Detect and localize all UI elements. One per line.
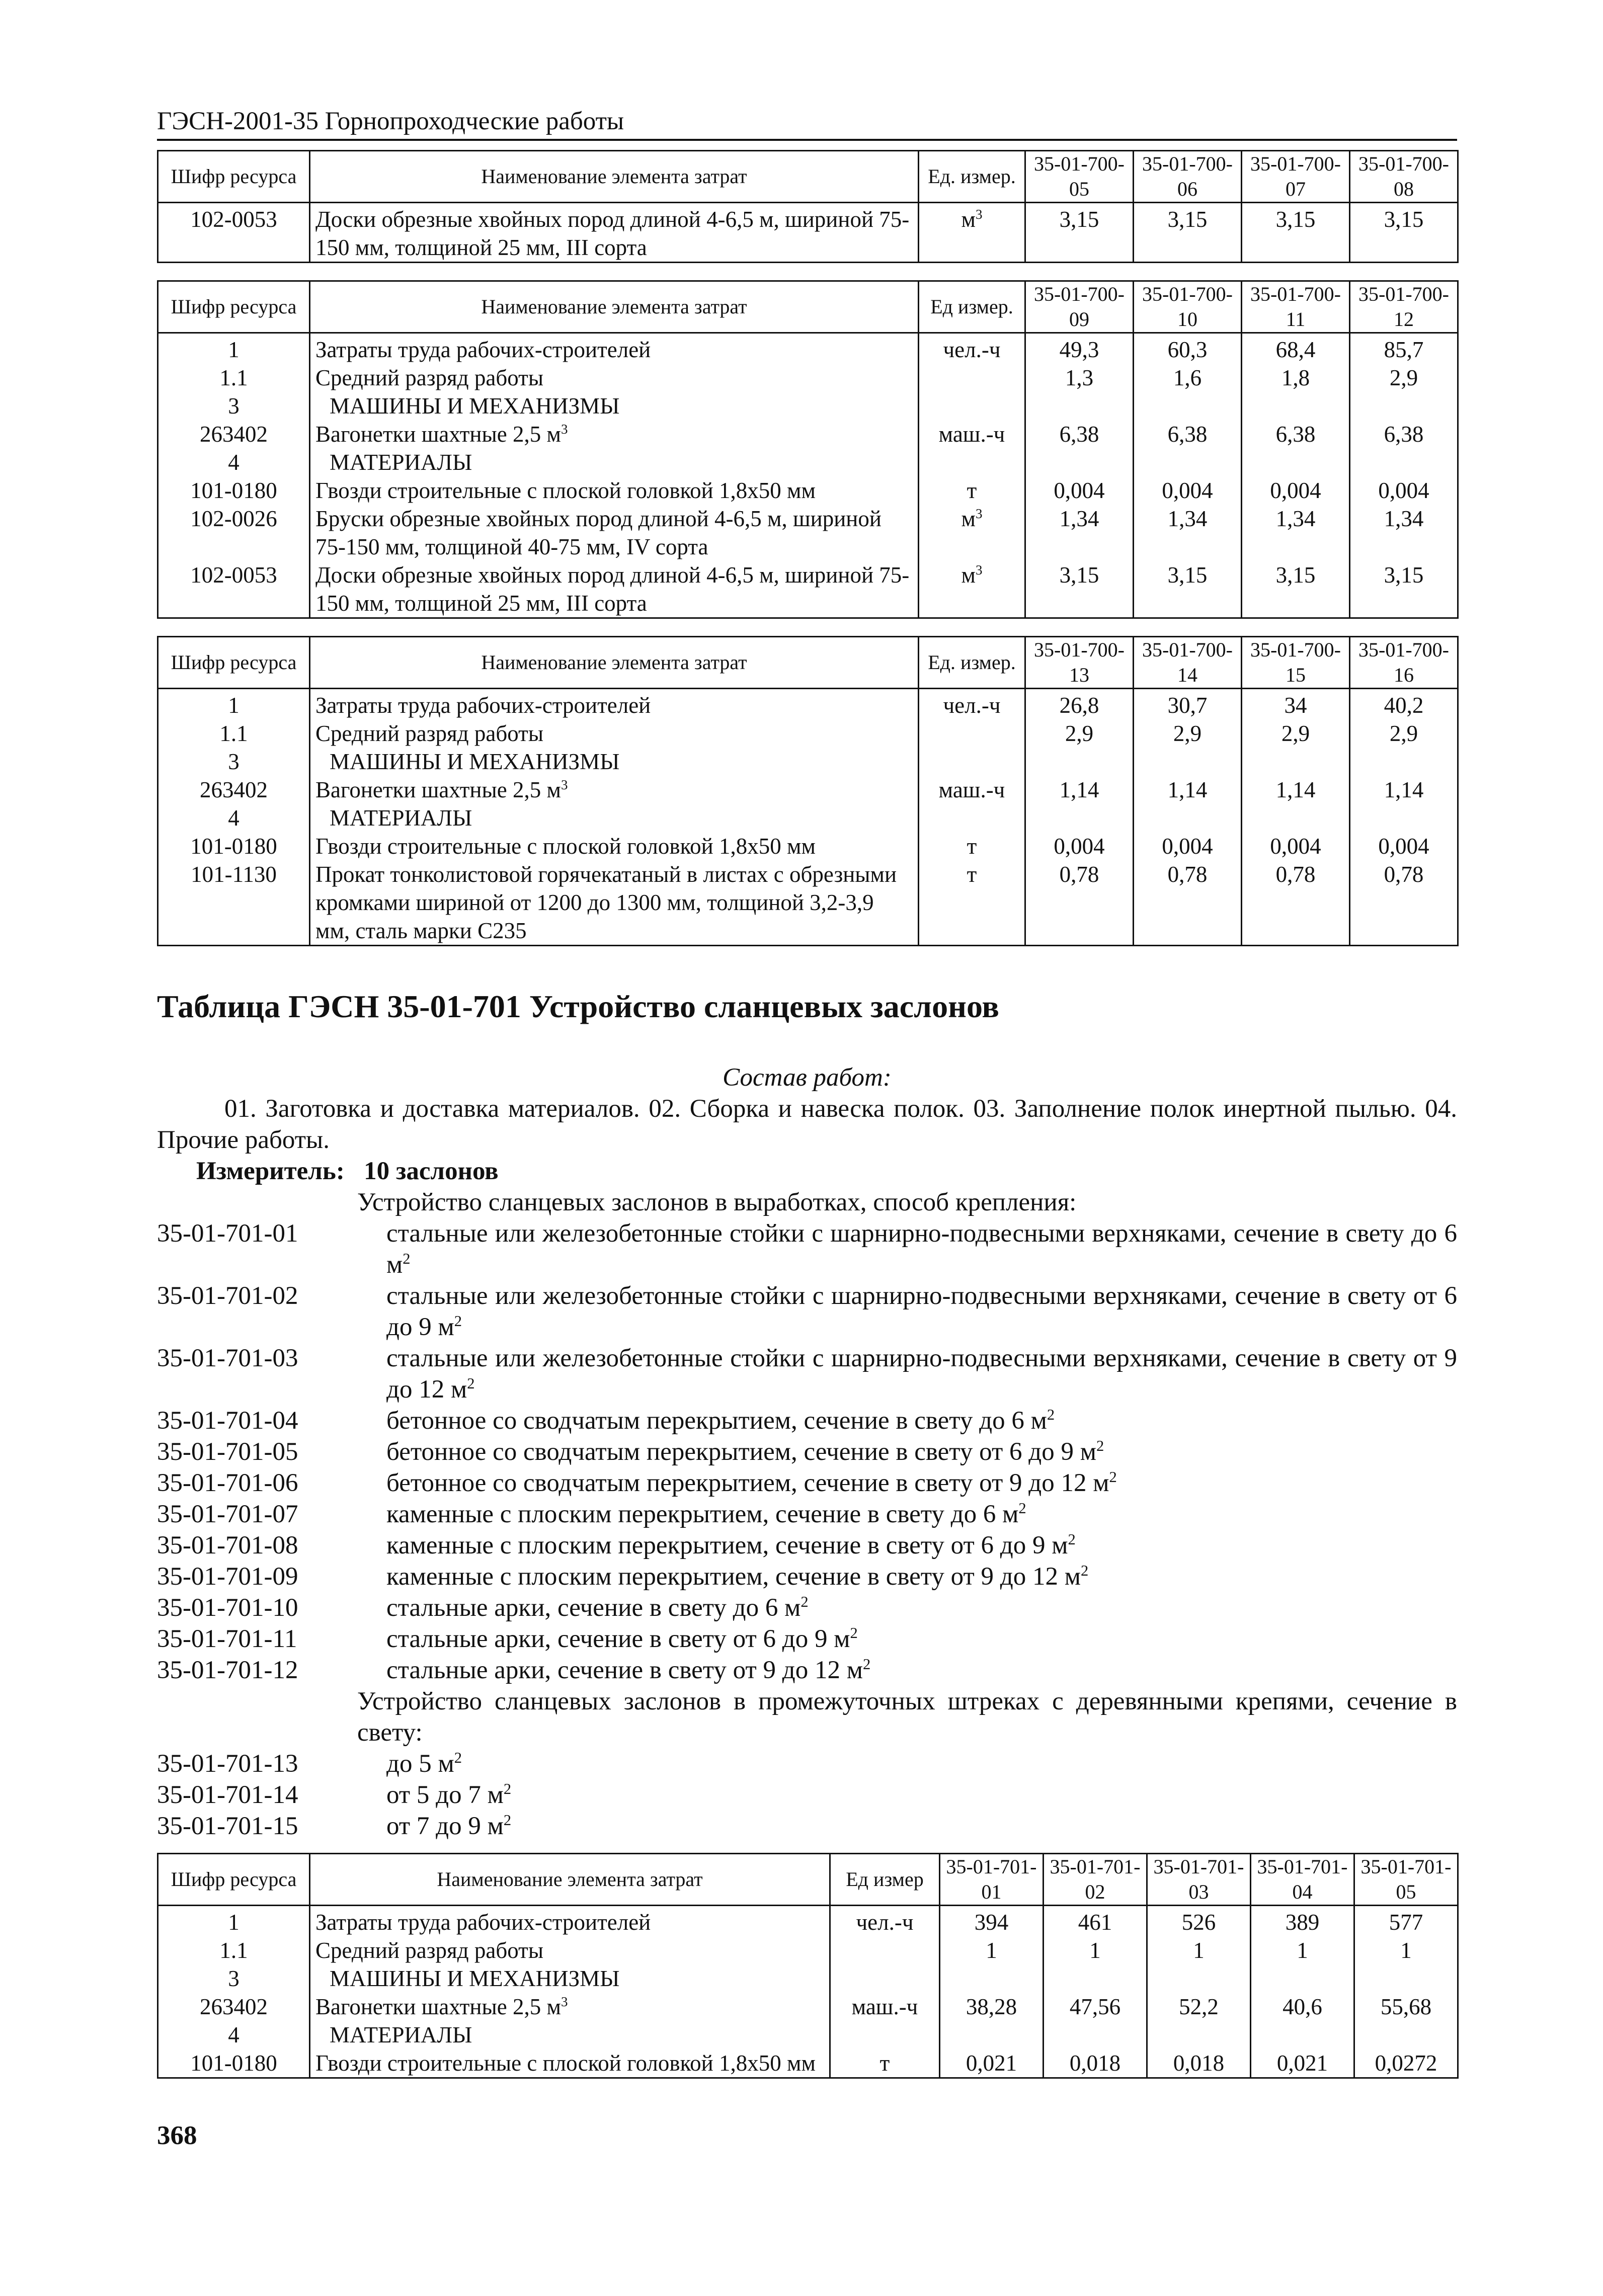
row-unit: чел.-ч [919, 333, 1025, 364]
table-row [158, 392, 1458, 420]
header-col: 35-01-700-14 [1134, 637, 1242, 689]
work-item-code: 35-01-701-07 [157, 1500, 298, 1528]
row-code: 1.1 [158, 1936, 310, 1964]
work-items-intro: Устройство сланцевых заслонов в выработках, способ крепления: [357, 1188, 1077, 1216]
row-name: Вагонетки шахтные 2,5 $м^3$ [310, 776, 919, 804]
header-col: 35-01-700-06 [1134, 151, 1242, 203]
row-code: 102-0053 [158, 203, 310, 263]
resource-table-1 [157, 150, 1459, 263]
row-value: 3,15 [1242, 203, 1350, 263]
row-value: 1,6 [1134, 364, 1242, 392]
row-code: 3 [158, 748, 310, 776]
row-code: 3 [158, 392, 310, 420]
work-item [157, 1343, 1457, 1405]
row-value: 0,78 [1025, 860, 1134, 946]
row-unit [919, 748, 1025, 776]
row-value: 40,6 [1251, 1993, 1354, 2021]
work-item [157, 1467, 1457, 1499]
row-name: МАШИНЫ И МЕХАНИЗМЫ [310, 392, 919, 420]
row-value: 461 [1044, 1906, 1147, 1937]
work-item-desc: каменные с плоским перекрытием, сечение в свету до 6 $м^2$ [386, 1500, 1026, 1528]
row-value: 0,004 [1134, 832, 1242, 860]
header-name: Наименование элемента затрат [310, 281, 919, 333]
row-code: 101-0180 [158, 832, 310, 860]
header-code: Шифр ресурса [158, 151, 310, 203]
header-name: Наименование элемента затрат [310, 637, 919, 689]
row-value: 26,8 [1025, 689, 1134, 720]
row-unit: т [919, 832, 1025, 860]
row-code: 102-0053 [158, 561, 310, 618]
row-value: 3,15 [1025, 561, 1134, 618]
row-value: 3,15 [1350, 561, 1458, 618]
row-name: МАШИНЫ И МЕХАНИЗМЫ [310, 1964, 830, 1993]
row-code: 101-0180 [158, 476, 310, 505]
table-row [158, 748, 1458, 776]
work-item [157, 1592, 1457, 1623]
row-value [1354, 1964, 1458, 1993]
row-value: 47,56 [1044, 1993, 1147, 2021]
row-value [1147, 1964, 1251, 1993]
work-item-code: 35-01-701-03 [157, 1344, 298, 1372]
work-item [157, 1218, 1457, 1280]
row-value [1350, 748, 1458, 776]
row-value [1242, 392, 1350, 420]
row-value: 3,15 [1134, 203, 1242, 263]
row-value [1242, 448, 1350, 476]
work-item [157, 1280, 1457, 1343]
row-unit [830, 1936, 940, 1964]
header-col: 35-01-700-08 [1350, 151, 1458, 203]
header-col: 35-01-701-02 [1044, 1854, 1147, 1906]
row-value: 0,021 [1251, 2049, 1354, 2078]
row-value: 0,004 [1025, 832, 1134, 860]
row-name: МАТЕРИАЛЫ [310, 2021, 830, 2049]
row-value: 2,9 [1350, 364, 1458, 392]
row-unit: $м^3$ [919, 505, 1025, 561]
row-value: 1 [1147, 1936, 1251, 1964]
row-name: Прокат тонколистовой горячекатаный в листах с обрезными кромками шириной от 1200 до 1300 мм, толщиной 3,2-3,9 мм, сталь марки С235 [310, 860, 919, 946]
row-code: 4 [158, 804, 310, 832]
table-row [158, 333, 1458, 364]
row-value [1242, 748, 1350, 776]
row-value [1025, 392, 1134, 420]
row-value: 68,4 [1242, 333, 1350, 364]
work-item [157, 1748, 1457, 1779]
row-value [1350, 804, 1458, 832]
work-item-desc: каменные с плоским перекрытием, сечение в свету от 6 до 9 $м^2$ [386, 1531, 1076, 1560]
row-unit [919, 804, 1025, 832]
row-value [1025, 448, 1134, 476]
table-row [158, 505, 1458, 561]
row-unit: маш.-ч [830, 1993, 940, 2021]
row-unit [919, 448, 1025, 476]
header-col: 35-01-701-01 [940, 1854, 1044, 1906]
measure-value: 10 заслонов [364, 1157, 499, 1185]
row-name: МАШИНЫ И МЕХАНИЗМЫ [310, 748, 919, 776]
work-item-desc: стальные или железобетонные стойки с шарнирно-подвесными верхняками, сечение в свету от 9 до 12 $м^2$ [386, 1344, 1457, 1404]
table-row [158, 2049, 1458, 2078]
section-title: Таблица ГЭСН 35-01-701 Устройство сланцевых заслонов [157, 989, 999, 1024]
table-row [158, 364, 1458, 392]
row-value: 0,78 [1350, 860, 1458, 946]
page-number: 368 [157, 2121, 197, 2150]
row-code: 4 [158, 2021, 310, 2049]
work-item-code: 35-01-701-09 [157, 1563, 298, 1591]
row-value: 394 [940, 1906, 1044, 1937]
resource-table-2 [157, 280, 1459, 619]
work-item-desc: стальные или железобетонные стойки с шарнирно-подвесными верхняками, сечение в свету до 6 $м^2$ [386, 1219, 1457, 1279]
row-value [1025, 804, 1134, 832]
work-item-desc: стальные арки, сечение в свету от 6 до 9 $м^2$ [386, 1624, 858, 1653]
header-code: Шифр ресурса [158, 1854, 310, 1906]
work-item-code: 35-01-701-14 [157, 1781, 298, 1809]
row-code: 1.1 [158, 364, 310, 392]
row-value: 52,2 [1147, 1993, 1251, 2021]
row-code: 263402 [158, 420, 310, 448]
row-code: 1.1 [158, 719, 310, 748]
row-value: 85,7 [1350, 333, 1458, 364]
header-col: 35-01-700-15 [1242, 637, 1350, 689]
row-value [940, 1964, 1044, 1993]
header-unit: Ед измер [830, 1854, 940, 1906]
work-item-desc: стальные арки, сечение в свету до 6 $м^2$ [386, 1593, 809, 1622]
row-value: 1,3 [1025, 364, 1134, 392]
work-item-desc: стальные арки, сечение в свету от 9 до 12 $м^2$ [386, 1656, 871, 1684]
header-unit: Ед измер. [919, 281, 1025, 333]
row-unit [830, 2021, 940, 2049]
work-item-desc: от 7 до 9 $м^2$ [386, 1812, 512, 1840]
header-col: 35-01-700-12 [1350, 281, 1458, 333]
row-value: 38,28 [940, 1993, 1044, 2021]
row-value: 0,018 [1147, 2049, 1251, 2078]
row-unit: маш.-ч [919, 420, 1025, 448]
work-items-intro-2: Устройство сланцевых заслонов в промежуточных штреках с деревянными крепями, сечение в свету: [357, 1687, 1457, 1747]
row-value: 2,9 [1025, 719, 1134, 748]
header-name: Наименование элемента затрат [310, 151, 919, 203]
row-name: МАТЕРИАЛЫ [310, 448, 919, 476]
row-value: 1,14 [1242, 776, 1350, 804]
row-unit [830, 1964, 940, 1993]
table-row [158, 804, 1458, 832]
header-col: 35-01-700-11 [1242, 281, 1350, 333]
row-value: 0,78 [1134, 860, 1242, 946]
row-name: Вагонетки шахтные 2,5 $м^3$ [310, 1993, 830, 2021]
work-item-desc: стальные или железобетонные стойки с шарнирно-подвесными верхняками, сечение в свету от 6 до 9 $м^2$ [386, 1282, 1457, 1341]
row-name: Гвозди строительные с плоской головкой 1,8х50 мм [310, 476, 919, 505]
work-item [157, 1623, 1457, 1655]
row-value: 1 [940, 1936, 1044, 1964]
table-row [158, 2021, 1458, 2049]
row-value: 3,15 [1242, 561, 1350, 618]
row-value [1251, 1964, 1354, 1993]
row-code: 263402 [158, 1993, 310, 2021]
row-value: 0,004 [1242, 476, 1350, 505]
row-code: 4 [158, 448, 310, 476]
measure-line [157, 1156, 1457, 1187]
table-row [158, 776, 1458, 804]
row-unit [919, 392, 1025, 420]
header-code: Шифр ресурса [158, 281, 310, 333]
row-value: 3,15 [1025, 203, 1134, 263]
work-item-desc: каменные с плоским перекрытием, сечение в свету от 9 до 12 $м^2$ [386, 1562, 1089, 1591]
table-row [158, 832, 1458, 860]
work-item-code: 35-01-701-10 [157, 1594, 298, 1622]
row-name: Затраты труда рабочих-строителей [310, 1906, 830, 1937]
work-items-list [157, 1187, 1457, 1842]
table-row [158, 719, 1458, 748]
row-name: Средний разряд работы [310, 1936, 830, 1964]
row-value: 1,34 [1025, 505, 1134, 561]
row-code: 102-0026 [158, 505, 310, 561]
row-value: 0,0272 [1354, 2049, 1458, 2078]
row-value: 30,7 [1134, 689, 1242, 720]
row-value [1044, 1964, 1147, 1993]
header-name: Наименование элемента затрат [310, 1854, 830, 1906]
row-unit [919, 719, 1025, 748]
row-name: Затраты труда рабочих-строителей [310, 333, 919, 364]
row-value: 55,68 [1354, 1993, 1458, 2021]
header-col: 35-01-701-04 [1251, 1854, 1354, 1906]
row-value [1025, 748, 1134, 776]
row-unit: $м^3$ [919, 561, 1025, 618]
table-row [158, 1964, 1458, 1993]
row-value: 1,34 [1350, 505, 1458, 561]
row-value: 0,021 [940, 2049, 1044, 2078]
table-row [158, 860, 1458, 946]
row-value: 6,38 [1025, 420, 1134, 448]
table-row [158, 1993, 1458, 2021]
row-value: 0,004 [1350, 832, 1458, 860]
row-value: 1,8 [1242, 364, 1350, 392]
row-unit: т [919, 476, 1025, 505]
row-value: 6,38 [1134, 420, 1242, 448]
resource-table-4 [157, 1853, 1459, 2079]
row-value: 3,15 [1134, 561, 1242, 618]
work-item [157, 1779, 1457, 1811]
work-item [157, 1405, 1457, 1436]
work-item-desc: бетонное со сводчатым перекрытием, сечение в свету до 6 $м^2$ [386, 1406, 1055, 1435]
row-value: 60,3 [1134, 333, 1242, 364]
row-name: Вагонетки шахтные 2,5 $м^3$ [310, 420, 919, 448]
row-value: 1 [1044, 1936, 1147, 1964]
row-value: 1 [1354, 1936, 1458, 1964]
resource-table-3 [157, 636, 1459, 946]
work-item-desc: от 5 до 7 $м^2$ [386, 1780, 512, 1809]
work-item-code: 35-01-701-13 [157, 1750, 298, 1778]
work-item-code: 35-01-701-12 [157, 1656, 298, 1684]
row-value: 1,34 [1242, 505, 1350, 561]
work-item [157, 1436, 1457, 1467]
table-row [158, 561, 1458, 618]
header-unit: Ед. измер. [919, 151, 1025, 203]
row-value: 0,018 [1044, 2049, 1147, 2078]
row-value [1350, 392, 1458, 420]
work-item-desc: до 5 $м^2$ [386, 1749, 462, 1778]
row-value: 49,3 [1025, 333, 1134, 364]
row-value: 2,9 [1242, 719, 1350, 748]
row-unit: маш.-ч [919, 776, 1025, 804]
row-value [1350, 448, 1458, 476]
table-row [158, 1936, 1458, 1964]
row-value: 1,14 [1025, 776, 1134, 804]
row-value: 1 [1251, 1936, 1354, 1964]
work-item-desc: бетонное со сводчатым перекрытием, сечение в свету от 6 до 9 $м^2$ [386, 1437, 1104, 1466]
table-row [158, 420, 1458, 448]
row-code: 1 [158, 333, 310, 364]
row-value [940, 2021, 1044, 2049]
row-value: 6,38 [1242, 420, 1350, 448]
row-unit: чел.-ч [919, 689, 1025, 720]
work-item-code: 35-01-701-02 [157, 1282, 298, 1310]
work-item [157, 1561, 1457, 1592]
row-value [1242, 804, 1350, 832]
row-value: 389 [1251, 1906, 1354, 1937]
work-item [157, 1811, 1457, 1842]
row-code: 3 [158, 1964, 310, 1993]
row-value: 0,004 [1242, 832, 1350, 860]
row-value: 40,2 [1350, 689, 1458, 720]
work-item-code: 35-01-701-01 [157, 1219, 298, 1248]
header-col: 35-01-701-05 [1354, 1854, 1458, 1906]
row-name: Средний разряд работы [310, 364, 919, 392]
row-value: 526 [1147, 1906, 1251, 1937]
work-item-code: 35-01-701-04 [157, 1407, 298, 1435]
row-value [1134, 748, 1242, 776]
row-unit [919, 364, 1025, 392]
row-value: 0,004 [1134, 476, 1242, 505]
row-value [1147, 2021, 1251, 2049]
work-item-code: 35-01-701-08 [157, 1531, 298, 1560]
row-name: Доски обрезные хвойных пород длиной 4-6,5 м, шириной 75-150 мм, толщиной 25 мм, III сорта [310, 561, 919, 618]
header-code: Шифр ресурса [158, 637, 310, 689]
row-value: 2,9 [1350, 719, 1458, 748]
row-name: Затраты труда рабочих-строителей [310, 689, 919, 720]
row-code: 1 [158, 1906, 310, 1937]
work-item-desc: бетонное со сводчатым перекрытием, сечение в свету от 9 до 12 $м^2$ [386, 1468, 1117, 1497]
row-unit: т [830, 2049, 940, 2078]
row-name: Гвозди строительные с плоской головкой 1,8х50 мм [310, 2049, 830, 2078]
table-row [158, 1906, 1458, 1937]
header-col: 35-01-700-05 [1025, 151, 1134, 203]
header-col: 35-01-701-03 [1147, 1854, 1251, 1906]
row-name: Доски обрезные хвойных пород длиной 4-6,5 м, шириной 75-150 мм, толщиной 25 мм, III сорта [310, 203, 919, 263]
row-value: 2,9 [1134, 719, 1242, 748]
row-value: 34 [1242, 689, 1350, 720]
row-value: 1,14 [1350, 776, 1458, 804]
row-unit: $м^3$ [919, 203, 1025, 263]
row-value [1354, 2021, 1458, 2049]
work-item-code: 35-01-701-06 [157, 1469, 298, 1497]
measure-label: Измеритель: [196, 1157, 345, 1185]
row-code: 263402 [158, 776, 310, 804]
header-col: 35-01-700-07 [1242, 151, 1350, 203]
works-caption: Состав работ: [723, 1063, 892, 1092]
row-value [1134, 804, 1242, 832]
running-head: ГЭСН-2001-35 Горнопроходческие работы [157, 106, 1457, 141]
row-value [1251, 2021, 1354, 2049]
row-value: 0,004 [1025, 476, 1134, 505]
work-item-code: 35-01-701-11 [157, 1625, 297, 1653]
row-value: 3,15 [1350, 203, 1458, 263]
row-unit: т [919, 860, 1025, 946]
row-value: 1,34 [1134, 505, 1242, 561]
row-code: 1 [158, 689, 310, 720]
row-value: 1,14 [1134, 776, 1242, 804]
works-text: 01. Заготовка и доставка материалов. 02. Сборка и навеска полок. 03. Заполнение полок инертной пылью. 04. Прочие работы. [157, 1095, 1457, 1154]
row-value: 577 [1354, 1906, 1458, 1937]
table-row [158, 689, 1458, 720]
row-value [1134, 448, 1242, 476]
row-value: 0,78 [1242, 860, 1350, 946]
header-col: 35-01-700-09 [1025, 281, 1134, 333]
header-col: 35-01-700-10 [1134, 281, 1242, 333]
header-col: 35-01-700-16 [1350, 637, 1458, 689]
row-name: Средний разряд работы [310, 719, 919, 748]
work-item [157, 1655, 1457, 1686]
row-name: МАТЕРИАЛЫ [310, 804, 919, 832]
row-value [1134, 392, 1242, 420]
work-item [157, 1530, 1457, 1561]
table-row [158, 448, 1458, 476]
header-col: 35-01-700-13 [1025, 637, 1134, 689]
row-value: 6,38 [1350, 420, 1458, 448]
work-item [157, 1499, 1457, 1530]
work-item-code: 35-01-701-15 [157, 1812, 298, 1840]
row-name: Бруски обрезные хвойных пород длиной 4-6,5 м, шириной 75-150 мм, толщиной 40-75 мм, IV сорта [310, 505, 919, 561]
row-code: 101-1130 [158, 860, 310, 946]
work-item-code: 35-01-701-05 [157, 1438, 298, 1466]
row-value: 0,004 [1350, 476, 1458, 505]
header-unit: Ед. измер. [919, 637, 1025, 689]
document-page [157, 106, 1457, 2079]
table-row [158, 203, 1458, 263]
row-value [1044, 2021, 1147, 2049]
row-name: Гвозди строительные с плоской головкой 1,8х50 мм [310, 832, 919, 860]
table-row [158, 476, 1458, 505]
row-code: 101-0180 [158, 2049, 310, 2078]
row-unit: чел.-ч [830, 1906, 940, 1937]
